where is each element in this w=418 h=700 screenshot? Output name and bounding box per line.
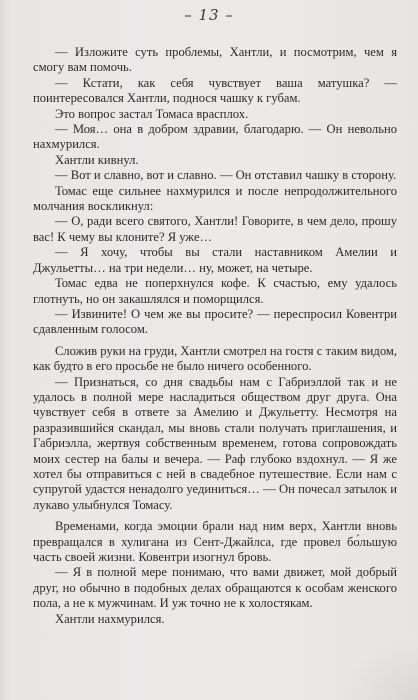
paragraph: — Моя… она в добром здравии, благодарю. — Он невольно нахмурился. — [33, 122, 397, 152]
paragraph: — Вот и славно, вот и славно. — Он отставил чашку в сторону. — [55, 168, 397, 183]
page-number: – 13 – — [184, 6, 234, 24]
paragraph: Томас едва не поперхнулся кофе. К счастью, ему удалось глотнуть, но он закашлялся и поморщился. — [33, 276, 397, 306]
paragraph: — Изложите суть проблемы, Хантли, и посмотрим, чем я смогу вам помочь. — [33, 45, 397, 75]
paragraph: — Я в полной мере понимаю, что вами движет, мой добрый друг, но обычно в подобных делах обращаются к особам женского пола, а не к мужчинам. И уж точно не к холостякам. — [33, 565, 397, 611]
paragraph: — О, ради всего святого, Хантли! Говорите, в чем дело, прошу вас! К чему вы клоните? Я уже… — [33, 214, 397, 244]
page-shadow — [338, 640, 418, 700]
paragraph: — Извините! О чем же вы просите? — переспросил Ковентри сдавленным голосом. — [33, 306, 397, 337]
paragraph: — Кстати, как себя чувствует ваша матушка? — поинтересовался Хантли, поднося чашку к губам. — [33, 75, 397, 106]
paragraph: Томас еще сильнее нахмурился и после непродолжительного молчания воскликнул: — [33, 183, 397, 214]
page-body-text — [33, 45, 397, 627]
paragraph: — Я хочу, чтобы вы стали наставником Амелии и Джульетты… на три недели… ну, может, на четыре. — [33, 245, 397, 275]
paragraph: Хантли кивнул. — [55, 152, 139, 167]
paragraph: Временами, когда эмоции брали над ним верх, Хантли вновь превращался в хулигана из Сент-Джайлса, где провел бо́льшую часть своей жизни. Ковентри изогнул бровь. — [33, 519, 397, 564]
paragraph: Хантли нахмурился. — [55, 611, 165, 626]
paragraph: Сложив руки на груди, Хантли смотрел на гостя с таким видом, как будто в его просьбе не было ничего особенного. — [33, 343, 397, 374]
paragraph: Это вопрос застал Томаса врасплох. — [55, 106, 249, 121]
paragraph: — Признаться, со дня свадьбы нам с Габриэллой так и не удалось в полной мере насладиться обществом друг друга. Она чувствует себя в ответе за Амелию и Джульетту. Несмотря на разразившийся скандал, мы вновь стали получать приглашения, и Габриэлла, жертвуя собственным временем, готова сопровождать моих сестер на балы и вечера. — Раф глубоко вздохнул. — Я же хотел бы отправиться с ней в свадебное путешествие. Если нам с супругой удастся ненадолго уединиться… — Он почесал затылок и лукаво улыбнулся Томасу. — [33, 374, 397, 512]
